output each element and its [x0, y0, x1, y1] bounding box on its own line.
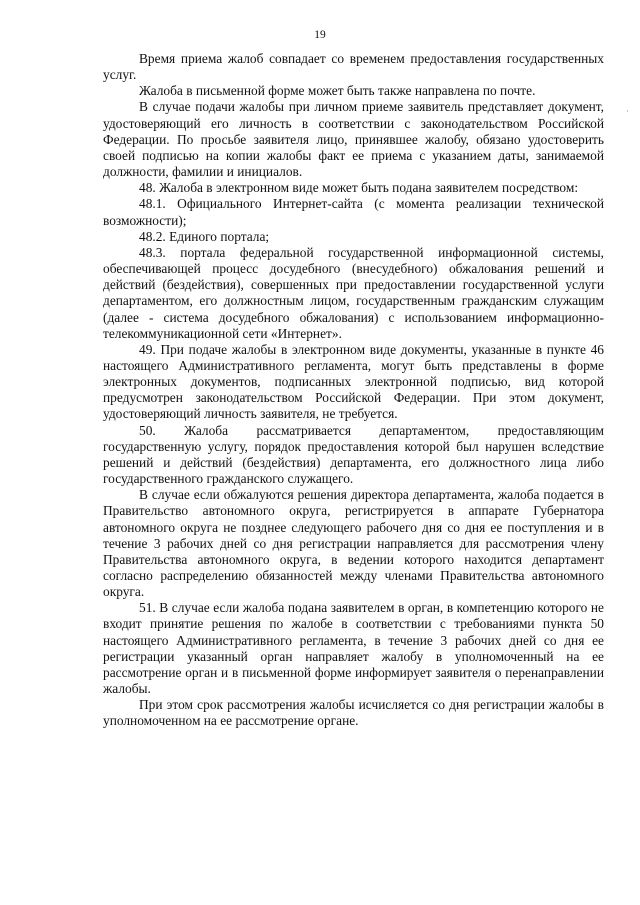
- paragraph-mail: Жалоба в письменной форме может быть также направлена по почте.: [139, 83, 536, 99]
- paragraph-48-2: 48.2. Единого портала;: [139, 228, 270, 244]
- page-number: 19: [314, 29, 326, 41]
- margin-mark: ·: [626, 106, 629, 116]
- paragraph-51: 51. В случае если жалоба подана заявителем в орган, в компетенцию которого не входит принятие решения по жалобе в соответствии с требованиями пункта 50 настоящего Административного регламента, в течение 3 рабочих дней со дня ее регистрации указанный орган направляет жалобу в уполномоченный на ее рассмотрение орган и в письменной форме информирует заявителя о перенаправлении жалобы.: [103, 600, 604, 697]
- document-body: [103, 51, 604, 730]
- paragraph-49: 49. При подаче жалобы в электронном виде документы, указанные в пункте 46 настоящего Административного регламента, могут быть представлены в форме электронных документов, подписанных электронной подписью, вид которой предусмотрен законодательством Российской Федерации. При этом документ, удостоверяющий личность заявителя, не требуется.: [103, 341, 604, 422]
- paragraph-48: 48. Жалоба в электронном виде может быть подана заявителем посредством:: [139, 180, 579, 196]
- paragraph-director-complaint: В случае если обжалуются решения директора департамента, жалоба подается в Правительство автономного округа, регистрируется в аппарате Губернатора автономного округа не позднее следующего рабочего дня со дня ее поступления и в течение 3 рабочих дней со дня регистрации направляется для рассмотрения члену Правительства автономного округа, в ведении которого находится департамент согласно распределению обязанностей между членами Правительства автономного округа.: [103, 487, 604, 600]
- paragraph-48-1: 48.1. Официального Интернет-сайта (с момента реализации технической возможности);: [103, 196, 604, 228]
- paragraph-50: 50. Жалоба рассматривается департаментом, предоставляющим государственную услугу, порядок предоставления которой был нарушен вследствие решений и действий (бездействия) департамента, его должностного лица либо государственного гражданского служащего.: [103, 422, 604, 487]
- paragraph-term: При этом срок рассмотрения жалобы исчисляется со дня регистрации жалобы в уполномоченном на ее рассмотрение органе.: [103, 697, 604, 729]
- paragraph-48-3: 48.3. портала федеральной государственной информационной системы, обеспечивающей процесс досудебного (внесудебного) обжалования решений и действий (бездействия), совершенных при предоставлении государственной услуги департаментом, его должностным лицом, государственным гражданским служащим (далее - система досудебного обжалования) с использованием информационно-телекоммуникационной сети «Интернет».: [103, 244, 604, 341]
- paragraph-personal-reception: В случае подачи жалобы при личном приеме заявитель представляет документ, удостоверяющий его личность в соответствии с законодательством Российской Федерации. По просьбе заявителя лицо, принявшее жалобу, обязано удостоверить своей подписью на копии жалобы факт ее приема с указанием даты, занимаемой должности, фамилии и инициалов.: [103, 99, 604, 180]
- paragraph-reception-time: Время приема жалоб совпадает со временем предоставления государственных услуг.: [103, 51, 604, 83]
